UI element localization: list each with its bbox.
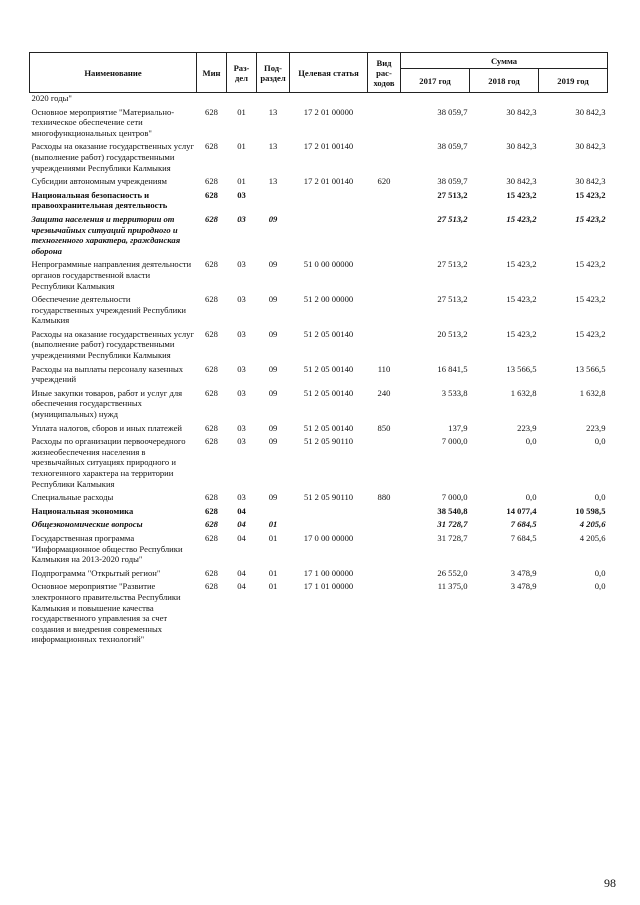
row-sum-2017: 20 513,2: [437, 328, 468, 339]
row-sum-2019: 0,0: [594, 567, 606, 578]
row-vid-rashodov: [368, 291, 401, 326]
row-name: Основное мероприятие "Материально-техническое обеспечение сети многофункциональных центров": [31, 106, 175, 138]
row-celevaya-statya: 51 2 05 00140: [303, 387, 354, 398]
row-sum-2019: 1 632,8: [579, 387, 606, 398]
row-podrazdel: 09: [268, 492, 278, 503]
row-razdel: 03: [237, 387, 246, 398]
row-celevaya-statya: 51 2 05 00140: [303, 328, 354, 339]
table-row: [30, 93, 608, 104]
row-sum-2017: 137,9: [448, 422, 468, 433]
row-min: 628: [205, 141, 218, 152]
row-min: 628: [205, 532, 218, 543]
table-row: [30, 565, 608, 579]
row-sum-2018: 7 684,5: [510, 519, 537, 530]
row-razdel: 04: [237, 532, 246, 543]
row-vid-rashodov: [368, 187, 401, 211]
table-row: [30, 420, 608, 434]
table-row: [30, 578, 608, 645]
row-min: 628: [205, 213, 218, 224]
row-sum-2017: 27 513,2: [437, 259, 468, 270]
table-row: [30, 256, 608, 291]
row-vid-rashodov: [368, 530, 401, 565]
table-row: [30, 433, 608, 489]
row-sum-2018: 1 632,8: [510, 387, 537, 398]
row-name: Подпрограмма "Открытый регион": [31, 567, 161, 578]
row-name: Непрограммные направления деятельности органов государственной власти Республики Калмыкия: [31, 259, 192, 291]
row-sum-2018: 15 423,2: [506, 328, 537, 339]
row-min: 628: [205, 505, 218, 516]
row-sum-2019: 13 566,5: [575, 363, 606, 374]
table-row: [30, 187, 608, 211]
row-sum-2017: 7 000,0: [441, 492, 468, 503]
table-header: [30, 53, 608, 93]
row-podrazdel: 01: [268, 567, 278, 578]
table-row: [30, 361, 608, 385]
row-celevaya-statya: [290, 187, 368, 211]
row-sum-2017: 11 375,0: [437, 581, 468, 592]
row-sum-2018: [470, 93, 539, 104]
row-celevaya-statya: 51 2 00 00000: [303, 294, 354, 305]
row-name: Общеэкономические вопросы: [31, 519, 143, 530]
row-celevaya-statya: [290, 516, 368, 530]
row-sum-2018: 30 842,3: [506, 106, 537, 117]
row-sum-2019: 4 205,6: [579, 532, 606, 543]
row-name: Национальная экономика: [31, 505, 134, 516]
row-podrazdel: 09: [268, 363, 278, 374]
row-celevaya-statya: 17 0 00 00000: [303, 532, 354, 543]
row-min: 628: [205, 106, 218, 117]
row-min: 628: [205, 581, 218, 592]
row-podrazdel: 01: [268, 532, 278, 543]
row-vid-rashodov: 240: [377, 387, 391, 398]
row-sum-2019: 10 598,5: [575, 505, 606, 516]
row-podrazdel: 01: [268, 519, 278, 530]
row-sum-2019: 30 842,3: [575, 141, 606, 152]
row-min: [197, 93, 227, 104]
row-name: Расходы на оказание государственных услуг (выполнение работ) государственными учреждениями Республики Калмыкия: [31, 141, 194, 173]
row-sum-2017: 7 000,0: [441, 436, 468, 447]
table-row: [30, 138, 608, 173]
row-sum-2018: 13 566,5: [506, 363, 537, 374]
row-sum-2018: 30 842,3: [506, 176, 537, 187]
header-2019: 2019 год: [539, 69, 608, 93]
row-min: 628: [205, 363, 218, 374]
row-min: 628: [205, 519, 218, 530]
row-podrazdel: [257, 503, 290, 517]
table-row: [30, 173, 608, 187]
row-min: 628: [205, 294, 218, 305]
row-name: Расходы по организации первоочередного жизнеобеспечения населения в чрезвычайных ситуациях природного и техногенного характера на территории Республики Калмыкия: [31, 436, 186, 489]
row-podrazdel: [257, 93, 290, 104]
row-razdel: 03: [237, 259, 246, 270]
row-podrazdel: 13: [268, 141, 278, 152]
header-podrazdel: Под-раздел: [257, 53, 290, 93]
table-row: [30, 104, 608, 139]
row-podrazdel: 09: [268, 387, 278, 398]
row-vid-rashodov: [368, 326, 401, 361]
row-podrazdel: 13: [268, 176, 278, 187]
table-row: [30, 530, 608, 565]
row-min: 628: [205, 422, 218, 433]
row-sum-2018: 15 423,2: [506, 213, 537, 224]
row-razdel: 04: [237, 519, 246, 530]
table-row: [30, 385, 608, 420]
row-name: Расходы на выплаты персоналу казенных учреждений: [31, 363, 184, 385]
row-sum-2018: 0,0: [525, 436, 537, 447]
row-name: Государственная программа "Информационное общество Республики Калмыкия на 2013-2020 годы": [31, 532, 183, 565]
page-number: 98: [604, 876, 616, 890]
row-sum-2017: [401, 93, 470, 104]
row-sum-2017: 27 513,2: [437, 189, 468, 200]
row-razdel: 04: [237, 581, 246, 592]
table-row: [30, 503, 608, 517]
row-razdel: 03: [237, 492, 246, 503]
row-celevaya-statya: 51 2 05 00140: [303, 422, 354, 433]
row-celevaya-statya: 51 2 05 90110: [303, 436, 354, 447]
table-row: [30, 211, 608, 256]
row-sum-2017: 27 513,2: [437, 213, 468, 224]
row-vid-rashodov: [368, 433, 401, 489]
header-vid-rashodov: Вид рас-ходов: [368, 53, 401, 93]
row-podrazdel: 09: [268, 213, 278, 224]
row-sum-2018: 3 478,9: [510, 567, 537, 578]
row-razdel: 03: [237, 189, 246, 200]
row-sum-2017: 31 728,7: [437, 519, 468, 530]
row-sum-2019: 15 423,2: [575, 189, 606, 200]
row-name: 2020 годы": [31, 93, 72, 103]
row-sum-2018: 223,9: [517, 422, 537, 433]
row-sum-2017: 27 513,2: [437, 294, 468, 305]
row-min: 628: [205, 176, 218, 187]
row-vid-rashodov: 620: [377, 176, 391, 187]
row-sum-2018: 3 478,9: [510, 581, 537, 592]
row-sum-2017: 38 059,7: [437, 141, 468, 152]
row-razdel: 01: [237, 176, 246, 187]
row-razdel: 03: [237, 328, 246, 339]
row-sum-2019: 15 423,2: [575, 213, 606, 224]
row-vid-rashodov: [368, 503, 401, 517]
row-sum-2018: 0,0: [525, 492, 537, 503]
row-podrazdel: 01: [268, 581, 278, 592]
row-celevaya-statya: 17 2 01 00000: [303, 106, 354, 117]
row-vid-rashodov: [368, 138, 401, 173]
table-row: [30, 489, 608, 503]
row-celevaya-statya: [290, 93, 368, 104]
row-sum-2019: 4 205,6: [579, 519, 606, 530]
row-name: Специальные расходы: [31, 492, 114, 503]
table-row: [30, 516, 608, 530]
row-sum-2019: 15 423,2: [575, 294, 606, 305]
row-vid-rashodov: 110: [377, 363, 391, 374]
row-name: Уплата налогов, сборов и иных платежей: [31, 422, 183, 433]
row-name: Иные закупки товаров, работ и услуг для обеспечения государственных (муниципальных) нужд: [31, 387, 183, 420]
header-razdel: Раз-дел: [227, 53, 257, 93]
header-2017: 2017 год: [401, 69, 470, 93]
row-celevaya-statya: 17 1 01 00000: [303, 581, 354, 592]
row-sum-2017: 31 728,7: [437, 532, 468, 543]
row-name: Обеспечение деятельности государственных учреждений Республики Калмыкия: [31, 294, 186, 326]
row-vid-rashodov: [368, 104, 401, 139]
row-name: Основное мероприятие "Развитие электронного правительства Республики Калмыкия и повышение качества государственного управления за счет создания и внедрения современных информационных технологий": [31, 581, 181, 645]
row-sum-2019: [539, 93, 608, 104]
header-name: Наименование: [30, 53, 197, 93]
row-razdel: 03: [237, 436, 246, 447]
row-vid-rashodov: [368, 211, 401, 256]
row-vid-rashodov: [368, 256, 401, 291]
row-sum-2017: 26 552,0: [437, 567, 468, 578]
row-razdel: 01: [237, 141, 246, 152]
table-row: [30, 291, 608, 326]
row-sum-2017: 38 540,8: [437, 505, 468, 516]
row-vid-rashodov: [368, 578, 401, 645]
row-sum-2019: 223,9: [586, 422, 606, 433]
row-name: Субсидии автономным учреждениям: [31, 176, 167, 187]
row-celevaya-statya: [290, 211, 368, 256]
row-vid-rashodov: 850: [377, 422, 391, 433]
row-sum-2018: 15 423,2: [506, 259, 537, 270]
row-sum-2019: 30 842,3: [575, 106, 606, 117]
row-sum-2019: 15 423,2: [575, 259, 606, 270]
row-sum-2019: 30 842,3: [575, 176, 606, 187]
row-min: 628: [205, 189, 218, 200]
row-podrazdel: 09: [268, 259, 278, 270]
row-celevaya-statya: [290, 503, 368, 517]
row-podrazdel: 09: [268, 436, 278, 447]
row-min: 628: [205, 436, 218, 447]
row-vid-rashodov: [368, 516, 401, 530]
row-razdel: 03: [237, 213, 246, 224]
row-sum-2018: 14 077,4: [506, 505, 537, 516]
header-summa: Сумма: [401, 53, 608, 69]
table-body: [30, 93, 608, 645]
row-razdel: 04: [237, 567, 246, 578]
row-celevaya-statya: 51 2 05 90110: [303, 492, 354, 503]
row-name: Национальная безопасность и правоохранительная деятельность: [31, 189, 168, 211]
row-min: 628: [205, 387, 218, 398]
row-name: Расходы на оказание государственных услуг (выполнение работ) государственными учреждениями Республики Калмыкия: [31, 328, 194, 361]
row-sum-2019: 0,0: [594, 492, 606, 503]
row-sum-2019: 15 423,2: [575, 328, 606, 339]
table-row: [30, 326, 608, 361]
row-min: 628: [205, 259, 218, 270]
row-sum-2017: 38 059,7: [437, 176, 468, 187]
row-podrazdel: 09: [268, 328, 278, 339]
row-celevaya-statya: 17 1 00 00000: [303, 567, 354, 578]
row-sum-2017: 16 841,5: [437, 363, 468, 374]
row-sum-2018: 7 684,5: [510, 532, 537, 543]
row-sum-2018: 30 842,3: [506, 141, 537, 152]
row-razdel: 04: [237, 505, 246, 516]
row-razdel: 03: [237, 363, 246, 374]
row-podrazdel: 09: [268, 422, 278, 433]
row-min: 628: [205, 567, 218, 578]
row-min: 628: [205, 328, 218, 339]
row-razdel: [227, 93, 257, 104]
header-min: Мин: [197, 53, 227, 93]
row-vid-rashodov: 880: [377, 492, 391, 503]
row-razdel: 03: [237, 294, 246, 305]
row-name: Защита населения и территории от чрезвычайных ситуаций природного и техногенного характера, гражданская оборона: [31, 213, 181, 256]
row-min: 628: [205, 492, 218, 503]
row-sum-2017: 3 533,8: [441, 387, 468, 398]
budget-table: [29, 52, 608, 645]
row-celevaya-statya: 17 2 01 00140: [303, 176, 354, 187]
row-razdel: 03: [237, 422, 246, 433]
row-sum-2018: 15 423,2: [506, 294, 537, 305]
row-podrazdel: [257, 187, 290, 211]
row-celevaya-statya: 51 0 00 00000: [303, 259, 354, 270]
row-vid-rashodov: [368, 565, 401, 579]
row-celevaya-statya: 17 2 01 00140: [303, 141, 354, 152]
row-celevaya-statya: 51 2 05 00140: [303, 363, 354, 374]
row-razdel: 01: [237, 106, 246, 117]
header-2018: 2018 год: [470, 69, 539, 93]
row-vid-rashodov: [368, 93, 401, 104]
header-celevaya-statya: Целевая статья: [290, 53, 368, 93]
row-sum-2019: 0,0: [594, 436, 606, 447]
row-sum-2018: 15 423,2: [506, 189, 537, 200]
row-podrazdel: 09: [268, 294, 278, 305]
row-podrazdel: 13: [268, 106, 278, 117]
row-sum-2019: 0,0: [594, 581, 606, 592]
row-sum-2017: 38 059,7: [437, 106, 468, 117]
